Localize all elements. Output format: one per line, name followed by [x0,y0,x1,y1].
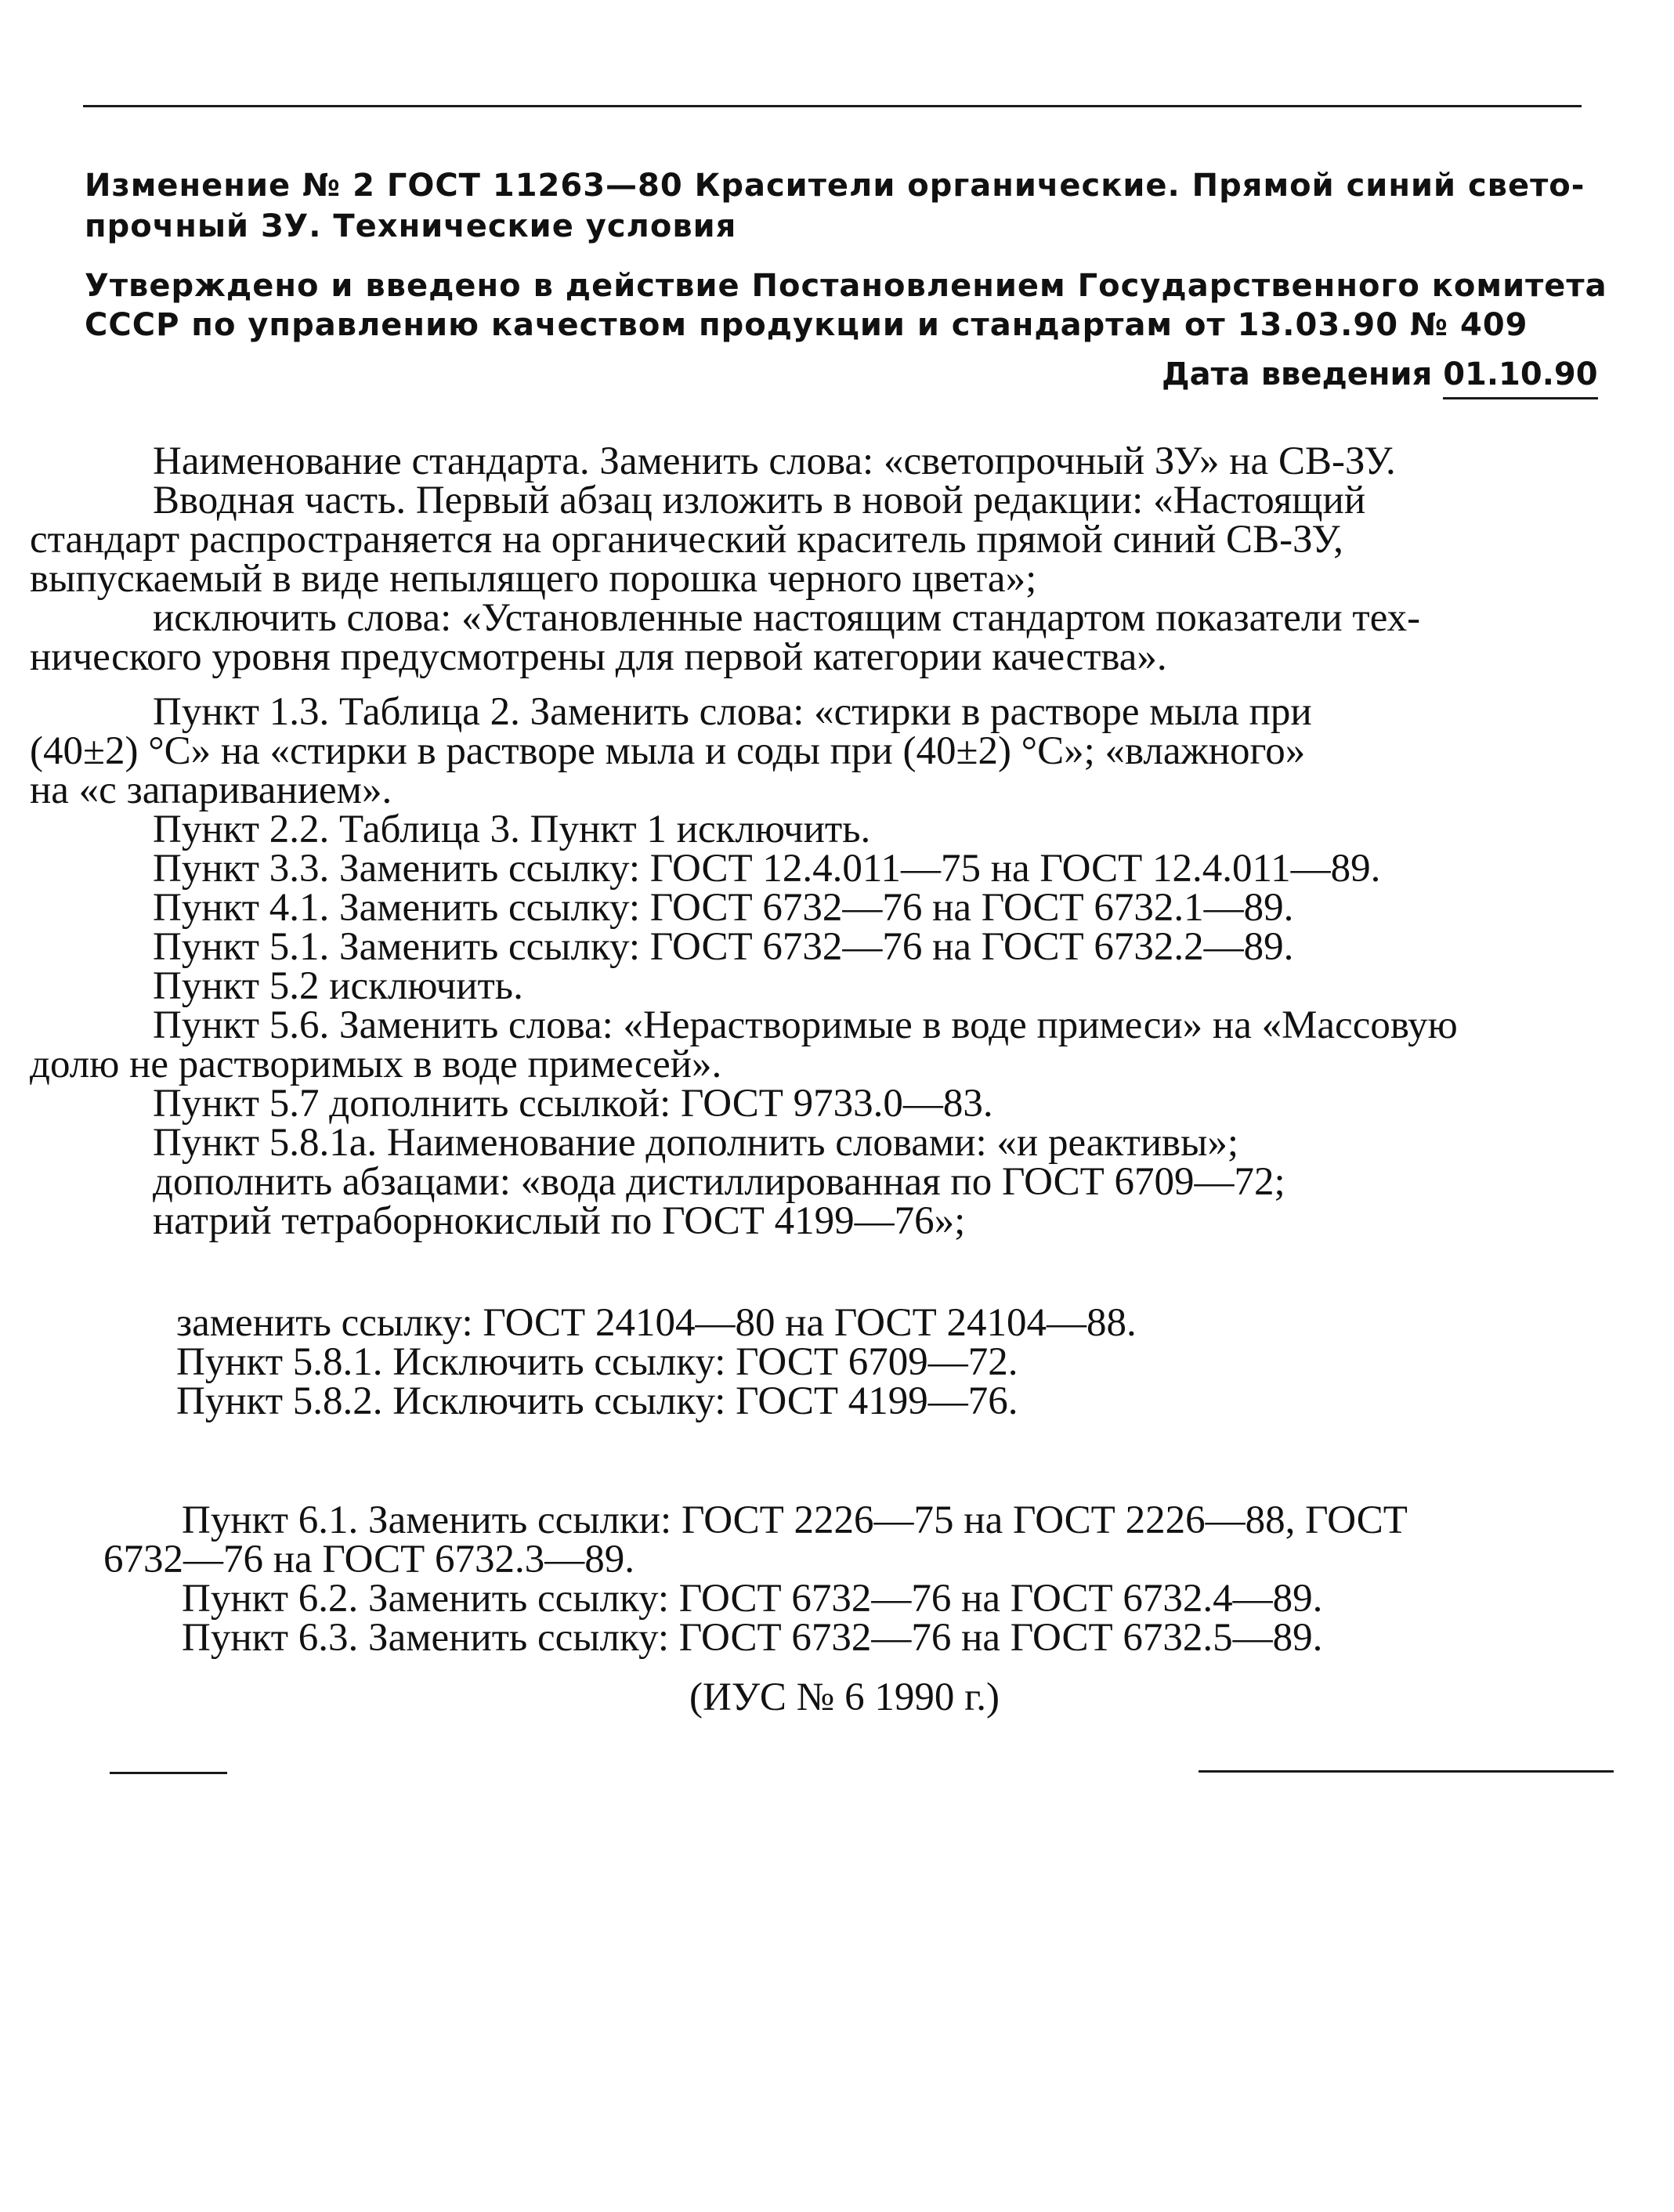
body-line-27: Пункт 6.3. Заменить ссылку: ГОСТ 6732—76 на ГОСТ 6732.5—89. [182,1616,1323,1660]
approval-line-2: СССР по управлению качеством продукции и стандартам от 13.03.90 № 409 [85,307,1528,343]
body-line-24: Пункт 6.1. Заменить ссылки: ГОСТ 2226—75 на ГОСТ 2226—88, ГОСТ [182,1498,1408,1542]
bottom-rule-right [1199,1770,1614,1773]
body-line-17: Пункт 5.7 дополнить ссылкой: ГОСТ 9733.0—83. [153,1082,993,1126]
body-line-16: долю не растворимых в воде примесей». [30,1043,722,1086]
body-line-10: Пункт 2.2. Таблица 3. Пункт 1 исключить. [153,808,871,851]
body-line-23: Пункт 5.8.2. Исключить ссылку: ГОСТ 4199—76. [176,1379,1018,1423]
body-line-9: на «с запариванием». [30,768,392,812]
source-note: (ИУС № 6 1990 г.) [689,1675,1000,1719]
body-line-8: (40±2) °С» на «стирки в растворе мыла и соды при (40±2) °С»; «влажного» [30,729,1306,773]
body-line-1: Наименование стандарта. Заменить слова: «светопрочный ЗУ» на СВ-ЗУ. [153,439,1396,483]
body-line-7: Пункт 1.3. Таблица 2. Заменить слова: «стирки в растворе мыла при [153,690,1312,734]
top-rule [83,105,1582,107]
effective-date-label: Дата введения [1162,356,1444,392]
body-line-5: исключить слова: «Установленные настоящим стандартом показатели тех- [153,596,1421,640]
body-line-20: натрий тетраборнокислый по ГОСТ 4199—76»; [153,1199,966,1243]
body-line-11: Пункт 3.3. Заменить ссылку: ГОСТ 12.4.011—75 на ГОСТ 12.4.011—89. [153,847,1381,891]
body-line-4: выпускаемый в виде непылящего порошка черного цвета»; [30,557,1037,601]
body-line-6: нического уровня предусмотрены для первой категории качества». [30,635,1167,679]
body-line-22: Пункт 5.8.1. Исключить ссылку: ГОСТ 6709—72. [176,1340,1018,1384]
body-line-13: Пункт 5.1. Заменить ссылку: ГОСТ 6732—76 на ГОСТ 6732.2—89. [153,925,1294,969]
bottom-rule-left [110,1772,227,1774]
effective-date [1162,356,1598,399]
approval-line-1: Утверждено и введено в действие Постановлением Государственного комитета [85,268,1607,304]
body-line-26: Пункт 6.2. Заменить ссылку: ГОСТ 6732—76 на ГОСТ 6732.4—89. [182,1577,1323,1621]
body-line-15: Пункт 5.6. Заменить слова: «Нерастворимые в воде примеси» на «Массовую [153,1003,1458,1047]
body-line-19: дополнить абзацами: «вода дистиллированная по ГОСТ 6709—72; [153,1160,1285,1204]
body-line-3: стандарт распространяется на органический краситель прямой синий СВ-ЗУ, [30,518,1343,562]
title-line-1: Изменение № 2 ГОСТ 11263—80 Красители органические. Прямой синий свето- [85,168,1585,204]
body-line-21: заменить ссылку: ГОСТ 24104—80 на ГОСТ 24104—88. [176,1301,1137,1345]
body-line-18: Пункт 5.8.1а. Наименование дополнить словами: «и реактивы»; [153,1121,1239,1165]
title-line-2: прочный ЗУ. Технические условия [85,208,737,244]
effective-date-value: 01.10.90 [1443,356,1597,399]
body-line-12: Пункт 4.1. Заменить ссылку: ГОСТ 6732—76 на ГОСТ 6732.1—89. [153,886,1294,930]
body-line-2: Вводная часть. Первый абзац изложить в новой редакции: «Настоящий [153,479,1366,522]
body-line-25: 6732—76 на ГОСТ 6732.3—89. [103,1538,635,1581]
body-line-14: Пункт 5.2 исключить. [153,964,523,1008]
